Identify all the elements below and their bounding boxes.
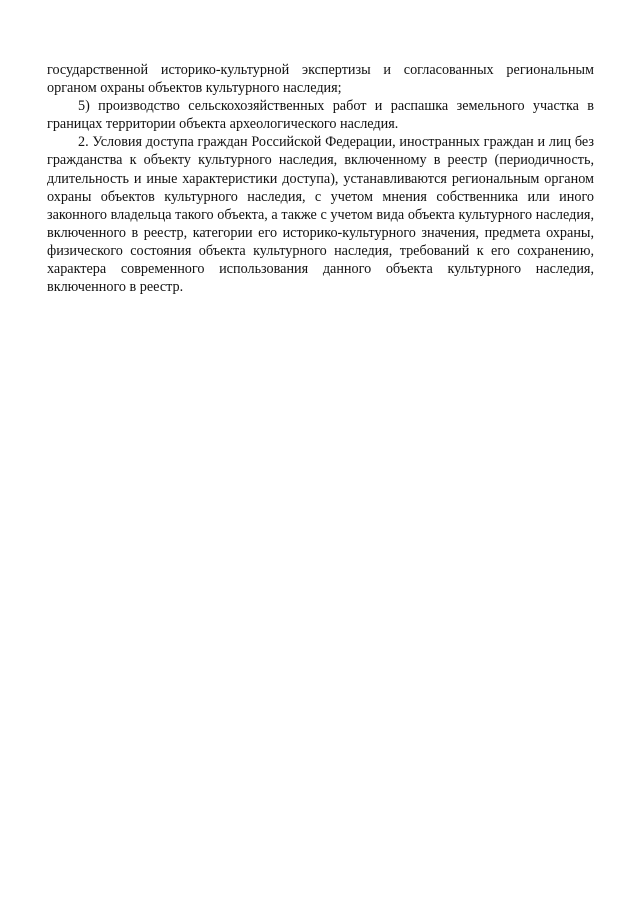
paragraph-continuation: государственной историко-культурной экспертизы и согласованных региональным органом охраны объектов культурного наследия; (47, 62, 594, 97)
paragraph-clause-2: 2. Условия доступа граждан Российской Федерации, иностранных граждан и лиц без гражданства к объекту культурного наследия, включенному в реестр (периодичность, длительность и иные характеристики доступа), устанавливаются региональным органом охраны объектов культурного наследия, с учетом мнения собственника или иного законного владельца такого объекта, а также с учетом вида объекта культурного наследия, включенного в реестр, категории его историко-культурного значения, предмета охраны, физического состояния объекта культурного наследия, требований к его сохранению, характера современного использования данного объекта культурного наследия, включенного в реестр. (47, 134, 594, 296)
document-page (47, 61, 594, 296)
paragraph-item-5: 5) производство сельскохозяйственных работ и распашка земельного участка в границах территории объекта археологического наследия. (47, 98, 594, 133)
